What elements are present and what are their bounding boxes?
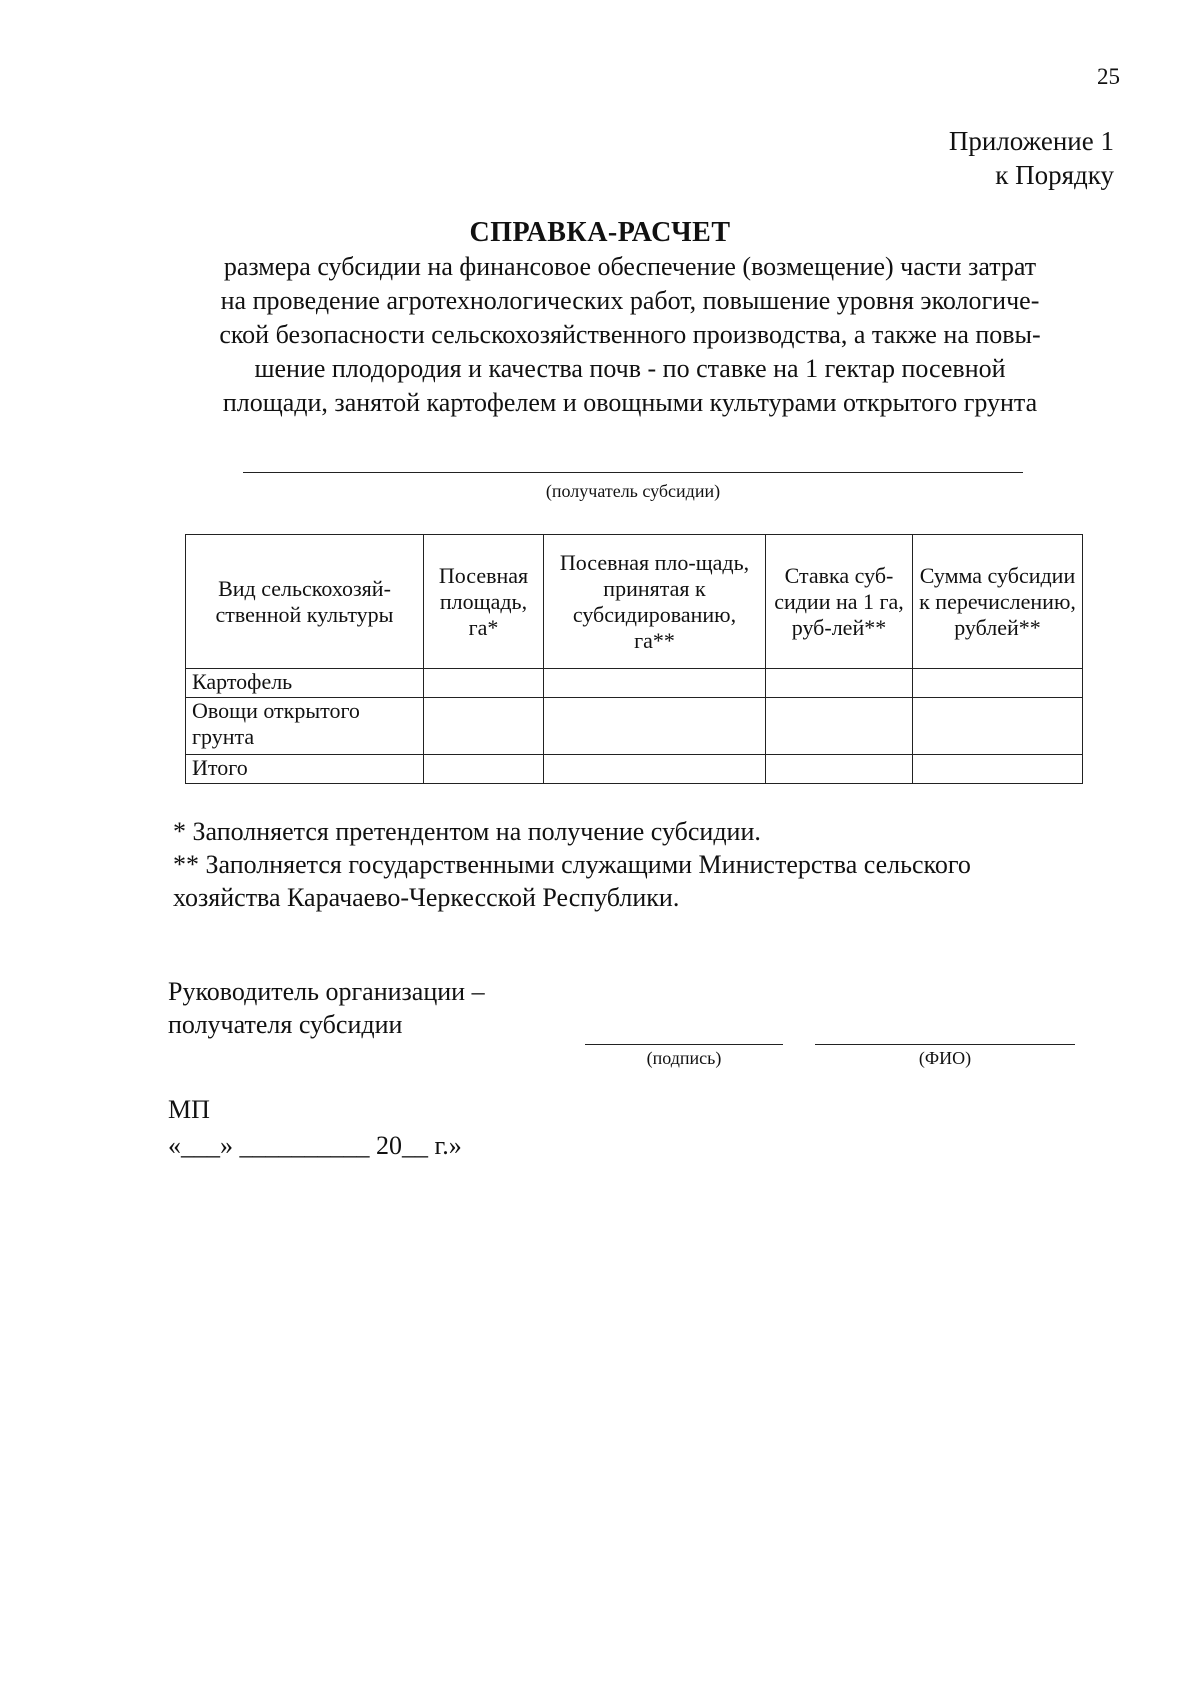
stamp-label: МП [168,1095,210,1124]
recipient-fill-line[interactable] [243,472,1023,473]
signer-line: Руководитель организации – [168,977,485,1006]
table-cell[interactable] [544,698,766,755]
row-label: Овощи открытого грунта [186,698,424,755]
header-subsidy-amount: Сумма субсидии к перечислению, рублей** [913,535,1083,669]
table-row [186,669,1083,698]
subtitle-line: ской безопасности сельскохозяйственного производства, а также на повы- [219,320,1041,349]
signature-fill-line[interactable] [585,1044,783,1045]
signer-line: получателя субсидии [168,1010,403,1039]
table-row [186,755,1083,784]
table-cell[interactable] [913,669,1083,698]
subtitle-line: размера субсидии на финансовое обеспечение (возмещение) части затрат [223,252,1037,281]
footnote: ** Заполняется государственными служащими Министерства сельского [173,850,971,879]
table-cell[interactable] [424,698,544,755]
footnote: * Заполняется претендентом на получение субсидии. [173,817,761,846]
subtitle-line: площади, занятой картофелем и овощными культурами открытого грунта [222,388,1038,417]
header-accepted-area: Посевная пло-щадь, принятая к субсидированию, га** [544,535,766,669]
document-subtitle [150,250,1110,420]
subtitle-line: на проведение агротехнологических работ, повышение уровня экологиче- [220,286,1040,315]
row-label: Картофель [186,669,424,698]
table-header-row [186,535,1083,669]
signer-block [168,975,485,1041]
appendix-line: Приложение 1 [948,126,1114,156]
footnote: хозяйства Карачаево-Черкесской Республики. [173,883,680,912]
table-cell[interactable] [424,755,544,784]
table-cell[interactable] [424,669,544,698]
table-cell[interactable] [913,755,1083,784]
name-fill-line[interactable] [815,1044,1075,1045]
name-caption: (ФИО) [918,1048,972,1068]
date-line[interactable]: «___» __________ 20__ г.» [168,1131,462,1160]
header-crop-type: Вид сельскохозяй-ственной культуры [186,535,424,669]
subsidy-calculation-table [185,534,1083,784]
table-cell[interactable] [913,698,1083,755]
signature-caption: (подпись) [646,1048,722,1068]
table-cell[interactable] [766,698,913,755]
table-row [186,698,1083,755]
page-number: 25 [1097,64,1120,89]
table-cell[interactable] [766,755,913,784]
table-cell[interactable] [544,755,766,784]
recipient-caption: (получатель субсидии) [545,481,721,501]
appendix-line: к Порядку [995,160,1114,190]
document-title: СПРАВКА-РАСЧЕТ [469,217,731,248]
table-cell[interactable] [544,669,766,698]
header-sown-area: Посевная площадь, га* [424,535,544,669]
footnotes [173,815,1123,914]
header-subsidy-rate: Ставка суб-сидии на 1 га, руб-лей** [766,535,913,669]
appendix-reference [949,124,1114,192]
subtitle-line: шение плодородия и качества почв - по ставке на 1 гектар посевной [254,354,1006,383]
row-label: Итого [186,755,424,784]
table-cell[interactable] [766,669,913,698]
